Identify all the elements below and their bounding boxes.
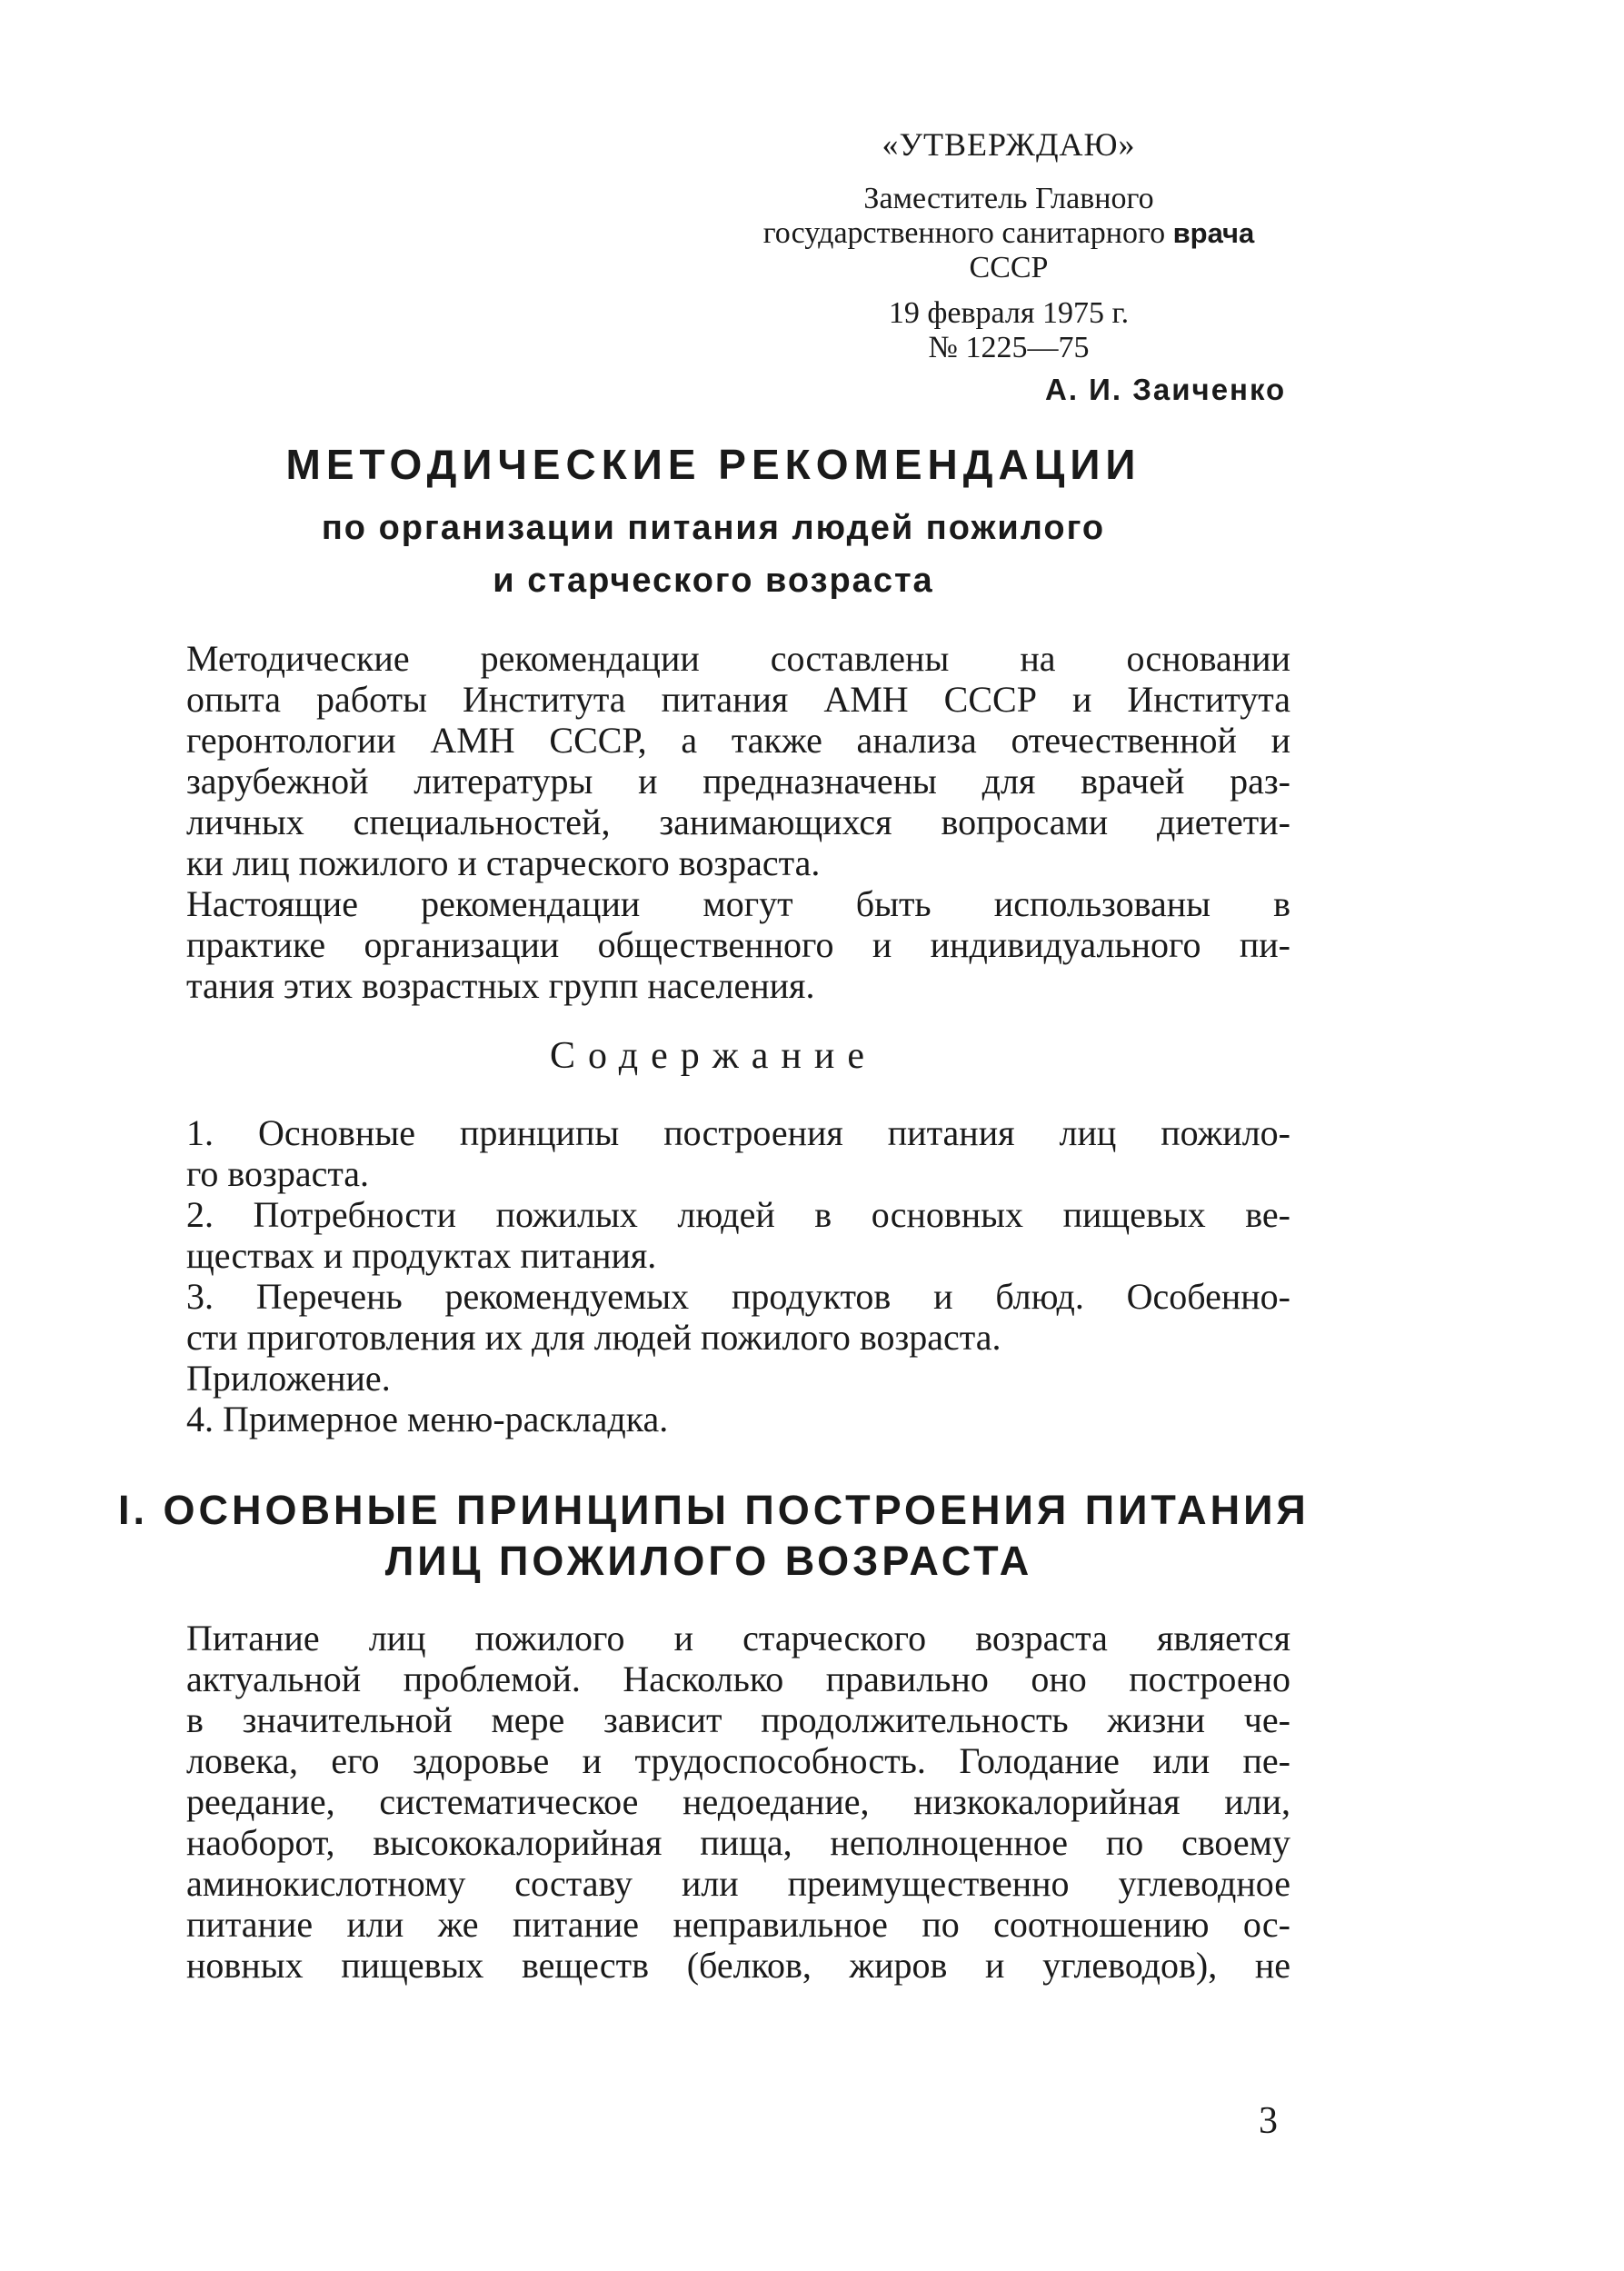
approval-position-line2a: государственного санитарного: [762, 216, 1166, 250]
approval-block: [709, 127, 1309, 365]
approval-position-line2b: врача: [1172, 217, 1255, 249]
text-line: зарубежной литературы и предназначены для врачей раз-: [186, 761, 1290, 802]
intro-paragraph-2: [186, 883, 1290, 1006]
text-line: ки лиц пожилого и старческого возраста.: [186, 842, 821, 883]
document-title: МЕТОДИЧЕСКИЕ РЕКОМЕНДАЦИИ: [285, 441, 1141, 488]
page-number: 3: [1259, 2100, 1278, 2142]
text-line: 2. Потребности пожилых людей в основных пищевых ве-: [186, 1194, 1290, 1235]
contents-appendix: [186, 1358, 1290, 1399]
intro-paragraph-1: [186, 638, 1290, 883]
contents-title: Содержание: [549, 1035, 878, 1077]
text-line: геронтологии АМН СССР, а также анализа отечественной и: [186, 720, 1290, 761]
text-line: опыта работы Института питания АМН СССР и Института: [186, 679, 1290, 720]
text-line: новных пищевых веществ (белков, жиров и углеводов), не: [186, 1945, 1290, 1986]
section-heading-line1: I. ОСНОВНЫЕ ПРИНЦИПЫ ПОСТРОЕНИЯ ПИТАНИЯ: [118, 1487, 1310, 1533]
text-line: ществах и продуктах питания.: [186, 1235, 657, 1276]
section-body: [186, 1618, 1290, 1986]
approval-title: «УТВЕРЖДАЮ»: [882, 126, 1136, 163]
section-heading-line2: ЛИЦ ПОЖИЛОГО ВОЗРАСТА: [384, 1538, 1033, 1584]
approval-number: № 1225—75: [928, 331, 1090, 364]
contents-item-2: [186, 1194, 1290, 1276]
text-line: в значительной мере зависит продолжительность жизни че-: [186, 1699, 1290, 1740]
approval-position-line1: Заместитель Главного: [863, 182, 1154, 215]
text-line: сти приготовления их для людей пожилого возраста.: [186, 1317, 1001, 1358]
text-line: 4. Примерное меню-раскладка.: [186, 1399, 669, 1439]
text-line: го возраста.: [186, 1153, 370, 1194]
text-line: питание или же питание неправильное по соотношению ос-: [186, 1904, 1290, 1945]
text-line: актуальной проблемой. Насколько правильно оно построено: [186, 1658, 1290, 1699]
text-line: Питание лиц пожилого и старческого возраста является: [186, 1618, 1290, 1658]
document-subtitle-line2: и старческого возраста: [493, 562, 934, 600]
contents-item-1: [186, 1112, 1290, 1194]
contents-item-3: [186, 1276, 1290, 1358]
text-line: аминокислотному составу или преимущественно углеводное: [186, 1863, 1290, 1904]
text-line: реедание, систематическое недоедание, низкокалорийная или,: [186, 1781, 1290, 1822]
text-line: 1. Основные принципы построения питания лиц пожило-: [186, 1112, 1290, 1153]
text-line: 3. Перечень рекомендуемых продуктов и блюд. Особенно-: [186, 1276, 1290, 1317]
text-line: ловека, его здоровье и трудоспособность. Голодание или пе-: [186, 1740, 1290, 1781]
text-line: Методические рекомендации составлены на основании: [186, 638, 1290, 679]
text-line: тания этих возрастных групп населения.: [186, 965, 815, 1006]
approval-position-line3: СССР: [969, 251, 1049, 284]
text-line: наоборот, высококалорийная пища, неполноценное по своему: [186, 1822, 1290, 1863]
approval-signatory: А. И. Заиченко: [1045, 373, 1287, 406]
approval-position-line2: [709, 216, 1309, 251]
text-line: практике организации общественного и индивидуального пи-: [186, 924, 1290, 965]
text-line: Приложение.: [186, 1358, 391, 1399]
contents-item-4: [186, 1399, 1290, 1439]
text-line: личных специальностей, занимающихся вопросами диетети-: [186, 802, 1290, 842]
text-line: Настоящие рекомендации могут быть использованы в: [186, 883, 1290, 924]
approval-date: 19 февраля 1975 г.: [888, 296, 1130, 330]
document-subtitle-line1: по организации питания людей пожилого: [321, 509, 1106, 547]
